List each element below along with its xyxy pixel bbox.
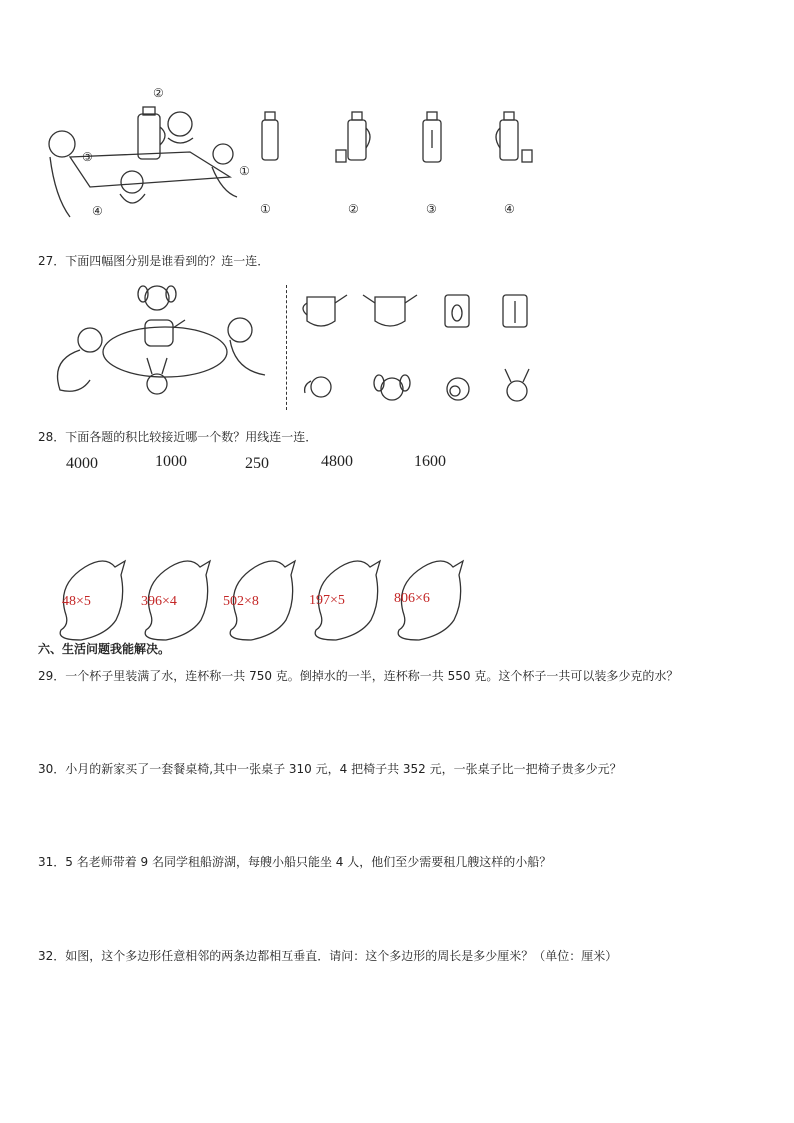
position-label-1: ① — [239, 164, 250, 178]
dog-icon — [374, 375, 410, 400]
target-number-1: 4000 — [66, 455, 98, 472]
q30-question: 30．小月的新家买了一套餐桌椅,其中一张桌子 310 元，4 把椅子共 352 元，一张桌子比一把椅子贵多少元？ — [38, 762, 622, 776]
divider-line — [286, 285, 287, 410]
expression-5: 806×6 — [394, 591, 430, 606]
teapot-view-1 — [303, 295, 347, 326]
q27-scene — [35, 280, 285, 410]
rabbit-icon — [505, 369, 529, 401]
q29-question: 29．一个杯子里装满了水，连杯称一共 750 克。倒掉水的一半，连杯称一共 550 克。这个杯子一共可以装多少克的水？ — [38, 669, 679, 683]
q27-question: 27．下面四幅图分别是谁看到的？连一连． — [38, 254, 270, 268]
expression-4: 197×5 — [309, 593, 345, 608]
section-6-title: 六、生活问题我能解决。 — [38, 642, 171, 656]
position-label-4: ④ — [92, 204, 103, 218]
expression-2: 396×4 — [141, 594, 177, 609]
view-4 — [496, 112, 532, 162]
target-number-4: 4800 — [321, 453, 353, 470]
teapot-view-2 — [363, 295, 417, 326]
q28-question: 28．下面各题的积比较接近哪一个数？用线连一连． — [38, 430, 318, 444]
target-number-5: 1600 — [414, 453, 446, 470]
teapot-view-3 — [445, 295, 469, 327]
target-number-2: 1000 — [155, 453, 187, 470]
q27-views — [295, 285, 545, 415]
view-3 — [423, 112, 441, 162]
view-label-2: ② — [348, 202, 359, 216]
table-scene-illustration — [40, 82, 260, 222]
view-2 — [336, 112, 370, 162]
teapot-view-4 — [503, 295, 527, 327]
position-label-2: ② — [153, 86, 164, 100]
view-1 — [262, 112, 278, 160]
target-number-3: 250 — [245, 455, 269, 472]
expression-1: 48×5 — [62, 594, 91, 609]
monkey-icon — [447, 378, 469, 400]
view-label-1: ① — [260, 202, 271, 216]
animals-round-table-illustration — [35, 280, 285, 410]
position-label-3: ③ — [82, 150, 93, 164]
expression-3: 502×8 — [223, 594, 259, 609]
q32-question: 32．如图，这个多边形任意相邻的两条边都相互垂直．请问：这个多边形的周长是多少厘米？（单位：厘米） — [38, 949, 618, 963]
squirrel-icon — [305, 377, 331, 397]
view-label-3: ③ — [426, 202, 437, 216]
q26-scene — [40, 82, 260, 222]
teapot-and-animal-views — [295, 285, 545, 415]
q26-views — [250, 100, 550, 225]
q31-question: 31．5 名老师带着 9 名同学租船游湖，每艘小船只能坐 4 人，他们至少需要租几艘这样的小船？ — [38, 855, 552, 869]
view-label-4: ④ — [504, 202, 515, 216]
